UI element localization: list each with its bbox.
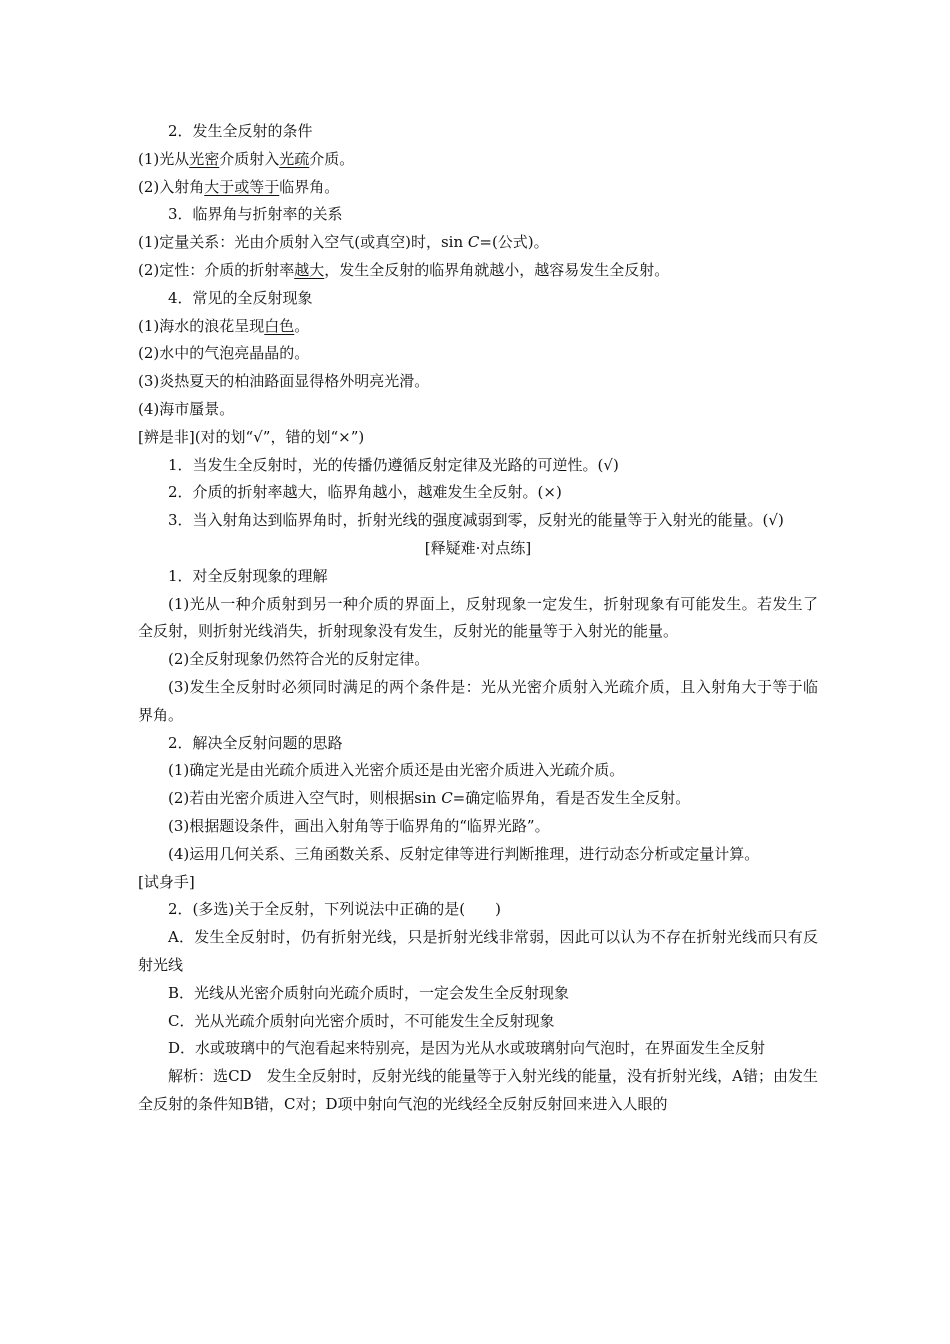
text: 介质射入 xyxy=(219,149,280,168)
option-b: B．光线从光密介质射向光疏介质时，一定会发生全反射现象 xyxy=(168,983,570,1002)
underlined-answer: 大于或等于 xyxy=(204,177,280,196)
text: (2)定性：介质的折射率 xyxy=(138,260,295,279)
option-a: A．发生全反射时，仍有折射光线，只是折射光线非常弱，因此可以认为不存在折射光线而只有反射光线 xyxy=(138,928,818,974)
underlined-answer: 白色 xyxy=(264,316,295,335)
phenomenon-2: (2)水中的气泡亮晶晶的。 xyxy=(138,344,310,363)
explain-2-4: (4)运用几何关系、三角函数关系、反射定律等进行判断推理，进行动态分析或定量计算。 xyxy=(168,844,760,863)
explain-1-3: (3)发生全反射时必须同时满足的两个条件是：光从光密介质射入光疏介质，且入射角大于等于临界角。 xyxy=(138,677,818,724)
text: (1)光从 xyxy=(138,149,190,168)
try-heading: [试身手] xyxy=(138,872,195,891)
document-page xyxy=(138,118,818,1119)
text: (1)定量关系：光由介质射入空气(或真空)时，sin xyxy=(138,233,468,252)
explain-section-1-heading: 1．对全反射现象的理解 xyxy=(168,566,328,585)
explain-2-3: (3)根据题设条件，画出入射角等于临界角的“临界光路”。 xyxy=(168,816,550,835)
variable: C xyxy=(441,789,453,808)
judge-item-1: 1．当发生全反射时，光的传播仍遵循反射定律及光路的可逆性。(√) xyxy=(168,455,619,474)
phenomenon-4: (4)海市蜃景。 xyxy=(138,399,235,418)
explain-section-2-heading: 2．解决全反射问题的思路 xyxy=(168,733,343,752)
explain-heading: [释疑难·对点练] xyxy=(424,538,532,557)
judge-item-3: 3．当入射角达到临界角时，折射光线的强度减弱到零，反射光的能量等于入射光的能量。(√) xyxy=(168,511,784,530)
variable: C xyxy=(467,233,480,252)
analysis: 解析：选CD 发生全反射时，反射光线的能量等于入射光线的能量，没有折射光线，A错；由发生全反射的条件知B错，C对；D项中射向气泡的光线经全反射反射回来进入人眼的 xyxy=(138,1067,818,1113)
explain-2-2 xyxy=(138,785,818,813)
judge-heading: [辨是非](对的划“√”，错的划“×”) xyxy=(138,427,365,446)
phenomenon-1 xyxy=(138,313,818,341)
option-c: C．光从光疏介质射向光密介质时，不可能发生全反射现象 xyxy=(168,1011,555,1030)
explain-2-1: (1)确定光是由光疏介质进入光密介质还是由光密介质进入光疏介质。 xyxy=(168,761,625,780)
text: =(公式)。 xyxy=(479,233,549,252)
text: 临界角。 xyxy=(279,177,340,196)
text: 。 xyxy=(294,316,310,335)
explain-1-1: (1)光从一种介质射到另一种介质的界面上，反射现象一定发生，折射现象有可能发生。若发生了全反射，则折射光线消失，折射现象没有发生，反射光的能量等于入射光的能量。 xyxy=(138,594,818,641)
underlined-answer: 越大 xyxy=(294,260,325,279)
text: (2)入射角 xyxy=(138,177,205,196)
judge-item-2: 2．介质的折射率越大，临界角越小，越难发生全反射。(×) xyxy=(168,483,562,502)
condition-2 xyxy=(138,174,818,202)
text: (2)若由光密介质进入空气时，则根据sin xyxy=(168,789,442,808)
phenomenon-3: (3)炎热夏天的柏油路面显得格外明亮光滑。 xyxy=(138,372,430,391)
option-d: D．水或玻璃中的气泡看起来特别亮，是因为光从水或玻璃射向气泡时，在界面发生全反射 xyxy=(168,1039,766,1058)
underlined-answer: 光密 xyxy=(189,149,220,168)
underlined-answer: 光疏 xyxy=(279,149,310,168)
relation-heading: 3．临界角与折射率的关系 xyxy=(168,205,343,224)
try-question: 2．(多选)关于全反射，下列说法中正确的是( ) xyxy=(168,900,501,919)
text: =确定临界角，看是否发生全反射。 xyxy=(452,789,691,808)
relation-1 xyxy=(138,229,818,257)
text: (1)海水的浪花呈现 xyxy=(138,316,265,335)
conditions-heading: 2．发生全反射的条件 xyxy=(168,122,313,140)
relation-2 xyxy=(138,257,818,285)
text: 介质。 xyxy=(309,149,355,168)
condition-1 xyxy=(138,146,818,174)
explain-1-2: (2)全反射现象仍然符合光的反射定律。 xyxy=(168,650,430,669)
text: ，发生全反射的临界角就越小，越容易发生全反射。 xyxy=(324,260,670,279)
phenomena-heading: 4．常见的全反射现象 xyxy=(168,288,313,307)
